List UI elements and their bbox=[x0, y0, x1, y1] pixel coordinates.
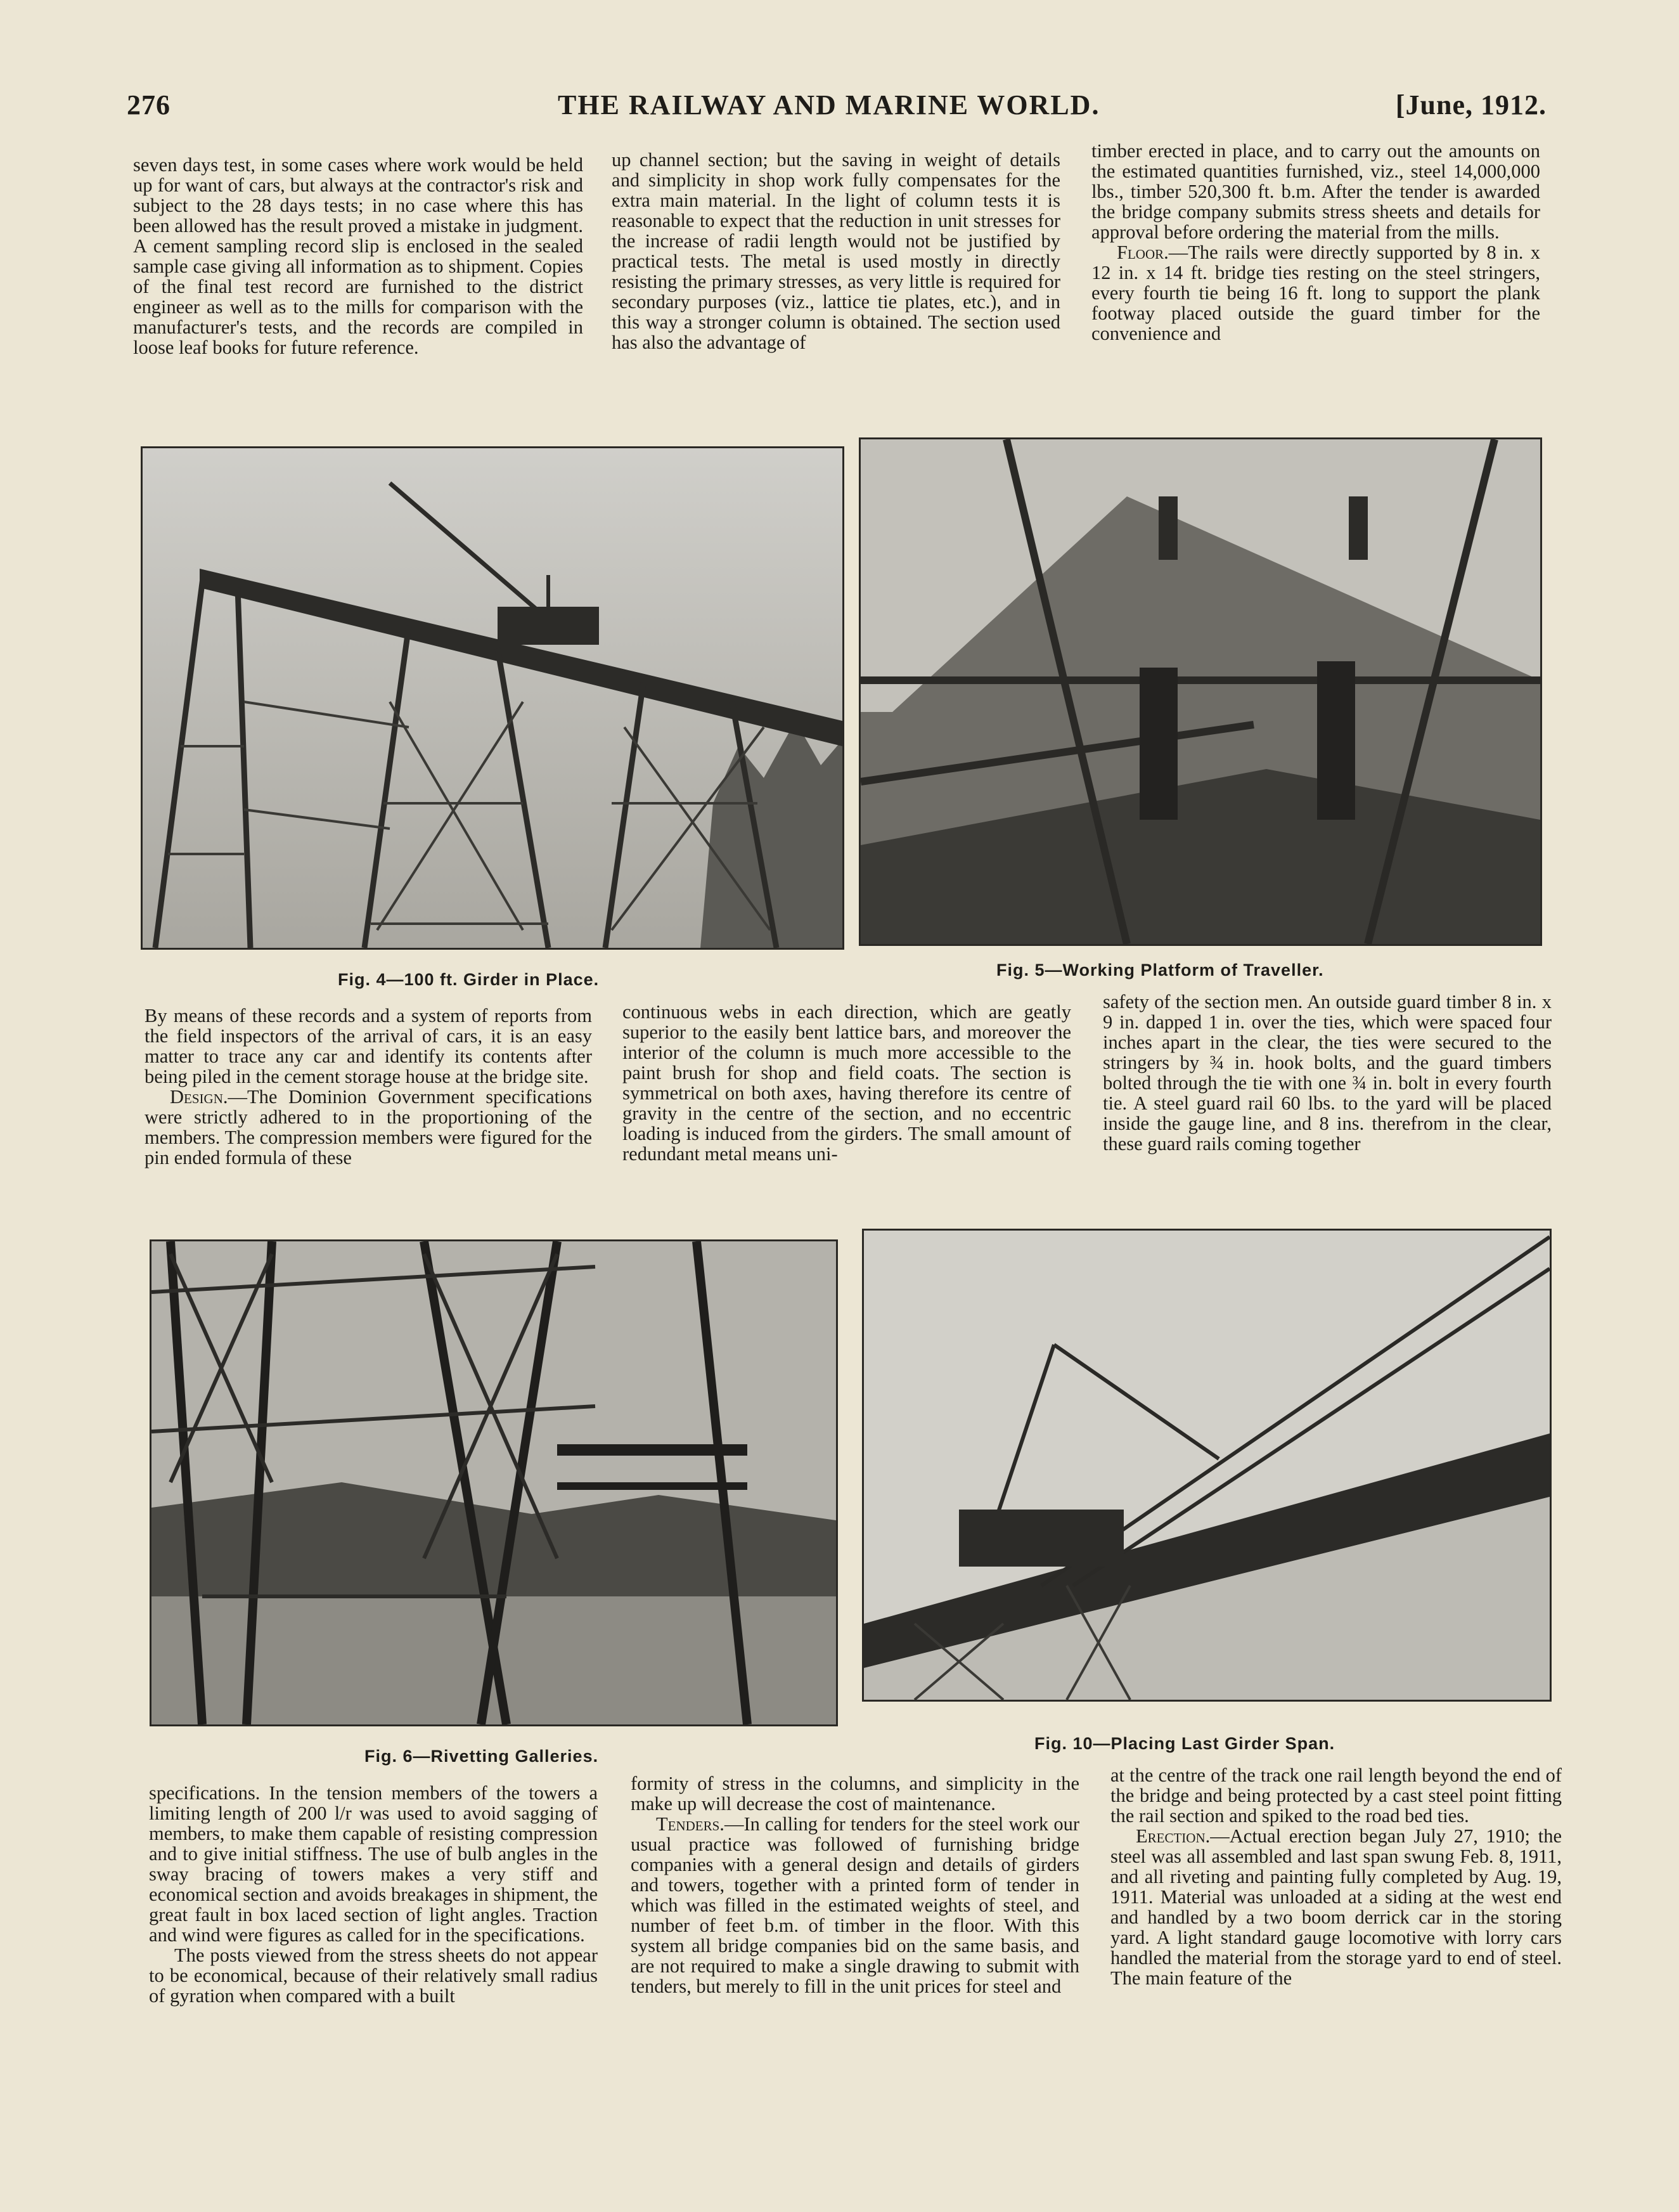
section-heading: Design. bbox=[170, 1086, 228, 1108]
paragraph: formity of stress in the columns, and simplicity in the make up will decrease the cost of maintenance. bbox=[631, 1773, 1079, 1814]
page-number: 276 bbox=[127, 89, 170, 120]
section-heading: Tenders. bbox=[656, 1813, 724, 1835]
fig6-photo bbox=[150, 1239, 838, 1726]
rivetting-galleries-illustration bbox=[151, 1241, 836, 1724]
fig5-caption: Fig. 5—Working Platform of Traveller. bbox=[996, 960, 1324, 980]
placing-last-girder-illustration bbox=[864, 1231, 1550, 1700]
fig5-photo bbox=[859, 437, 1542, 946]
paragraph: up channel section; but the saving in weight of details and simplicity in shop work fully compensates for the extra main material. In the light of column tests it is reasonable to expect that the reduction in unit stresses for the increase of radii length would not be justified by practical tests. The metal is used mostly in directly resisting the primary stresses, as very little is required for secondary purposes (viz., lattice tie plates, etc.), and in this way a stronger column is obtained. The section used has also the advantage of bbox=[612, 149, 1060, 353]
running-header bbox=[127, 89, 1547, 139]
paragraph: at the centre of the track one rail length beyond the end of the bridge and being protected by a cast steel point fitting the rail section and spiked to the road bed ties. bbox=[1110, 1764, 1562, 1827]
section-heading: Floor. bbox=[1117, 242, 1169, 263]
section2-column2 bbox=[622, 1002, 1071, 1164]
paragraph: safety of the section men. An outside guard timber 8 in. x 9 in. dapped 1 in. over the ties, which were spaced four inches apart in the clear, the ties were secured to the stringers by ¾ in. hook bolts, and the guard timbers bolted through the tie with one ¾ in. bolt in every fourth tie. A steel guard rail 60 lbs. to the yard will be placed inside the gauge line, and 8 ins. therefrom in the clear, these guard rails coming together bbox=[1103, 991, 1552, 1155]
journal-title: THE RAILWAY AND MARINE WORLD. bbox=[558, 89, 1100, 120]
section2-column3 bbox=[1103, 992, 1552, 1154]
paragraph: Tenders.—In calling for tenders for the steel work our usual practice was followed of furnishing bridge companies with a general design and details of girders and towers, together with a printed form of tender in which was filled in the estimated weights of steel, and number of feet b.m. of timber in the floor. With this system all bridge companies bid on the same basis, and are not required to make a single drawing to submit with tenders, but merely to fill in the unit prices for steel and bbox=[631, 1813, 1079, 1997]
section2-column1 bbox=[145, 1006, 592, 1168]
working-platform-illustration bbox=[861, 439, 1540, 944]
paragraph: continuous webs in each direction, which are geatly superior to the easily bent lattice bars, and moreover the interior of the column is much more accessible to the paint brush for shop and field coats. The section is symmetrical on both axes, having therefore its centre of gravity in the centre of the section, and no eccentric loading is induced from the girders. The small amount of redundant metal means uni- bbox=[622, 1001, 1071, 1165]
paragraph: Floor.—The rails were directly supported by 8 in. x 12 in. x 14 ft. bridge ties resting on the steel stringers, every fourth tie being 16 ft. long to support the plank footway placed outside the guard timber for the convenience and bbox=[1091, 242, 1540, 344]
section1-column1 bbox=[133, 155, 583, 358]
section3-column3 bbox=[1110, 1765, 1562, 1988]
section3-column1 bbox=[149, 1783, 598, 2006]
paragraph: The posts viewed from the stress sheets do not appear to be economical, because of their relatively small radius of gyration when compared with a built bbox=[149, 1944, 598, 2007]
fig4-photo bbox=[141, 446, 844, 950]
fig6-caption: Fig. 6—Rivetting Galleries. bbox=[364, 1747, 599, 1766]
section-heading: Erection. bbox=[1136, 1825, 1211, 1847]
paragraph: seven days test, in some cases where work would be held up for want of cars, but always at the contractor's risk and subject to the 28 days tests; in no case where this has been allowed has the result proved a mistake in judgment. A cement sampling record slip is enclosed in the sealed sample case giving all information as to shipment. Copies of the final test record are furnished to the district engineer as well as to the mills for comparison with the manufacturer's tests, and the records are compiled in loose leaf books for future reference. bbox=[133, 154, 583, 358]
section1-column3 bbox=[1091, 141, 1540, 344]
fig10-caption: Fig. 10—Placing Last Girder Span. bbox=[1034, 1734, 1335, 1753]
paragraph: timber erected in place, and to carry out the amounts on the estimated quantities furnished, viz., steel 14,000,000 lbs., timber 520,300 ft. b.m. After the tender is awarded the bridge company submits stress sheets and details for approval before ordering the material from the mills. bbox=[1091, 140, 1540, 243]
fig10-photo bbox=[862, 1229, 1552, 1702]
paragraph: Erection.—Actual erection began July 27, 1910; the steel was all assembled and last span swung Feb. 8, 1911, and all riveting and painting fully completed by Aug. 19, 1911. Material was unloaded at a siding at the west end and handled by a two boom derrick car in the storing yard. A light standard gauge locomotive with lorry cars handled the material from the storage yard to end of steel. The main feature of the bbox=[1110, 1825, 1562, 1989]
section3-column2 bbox=[631, 1773, 1079, 1996]
fig4-caption: Fig. 4—100 ft. Girder in Place. bbox=[338, 970, 600, 989]
issue-date: [June, 1912. bbox=[1395, 89, 1547, 120]
paragraph: By means of these records and a system of reports from the field inspectors of the arrival of cars, it is an easy matter to trace any car and identify its contents after being piled in the cement storage house at the bridge site. bbox=[145, 1005, 592, 1087]
girder-in-place-illustration bbox=[143, 448, 842, 948]
paragraph: Design.—The Dominion Government specifications were strictly adhered to in the proportioning of the members. The compression members were figured for the pin ended formula of these bbox=[145, 1086, 592, 1168]
paragraph: specifications. In the tension members of the towers a limiting length of 200 l/r was used to avoid sagging of members, to make them capable of resisting compression and to give initial stiffness. The use of bulb angles in the sway bracing of towers makes a very stiff and economical section and avoids breakages in shipment, the great fault in box laced section of light angles. Traction and wind were figures as called for in the specifications. bbox=[149, 1782, 598, 1946]
section1-column2 bbox=[612, 150, 1060, 352]
